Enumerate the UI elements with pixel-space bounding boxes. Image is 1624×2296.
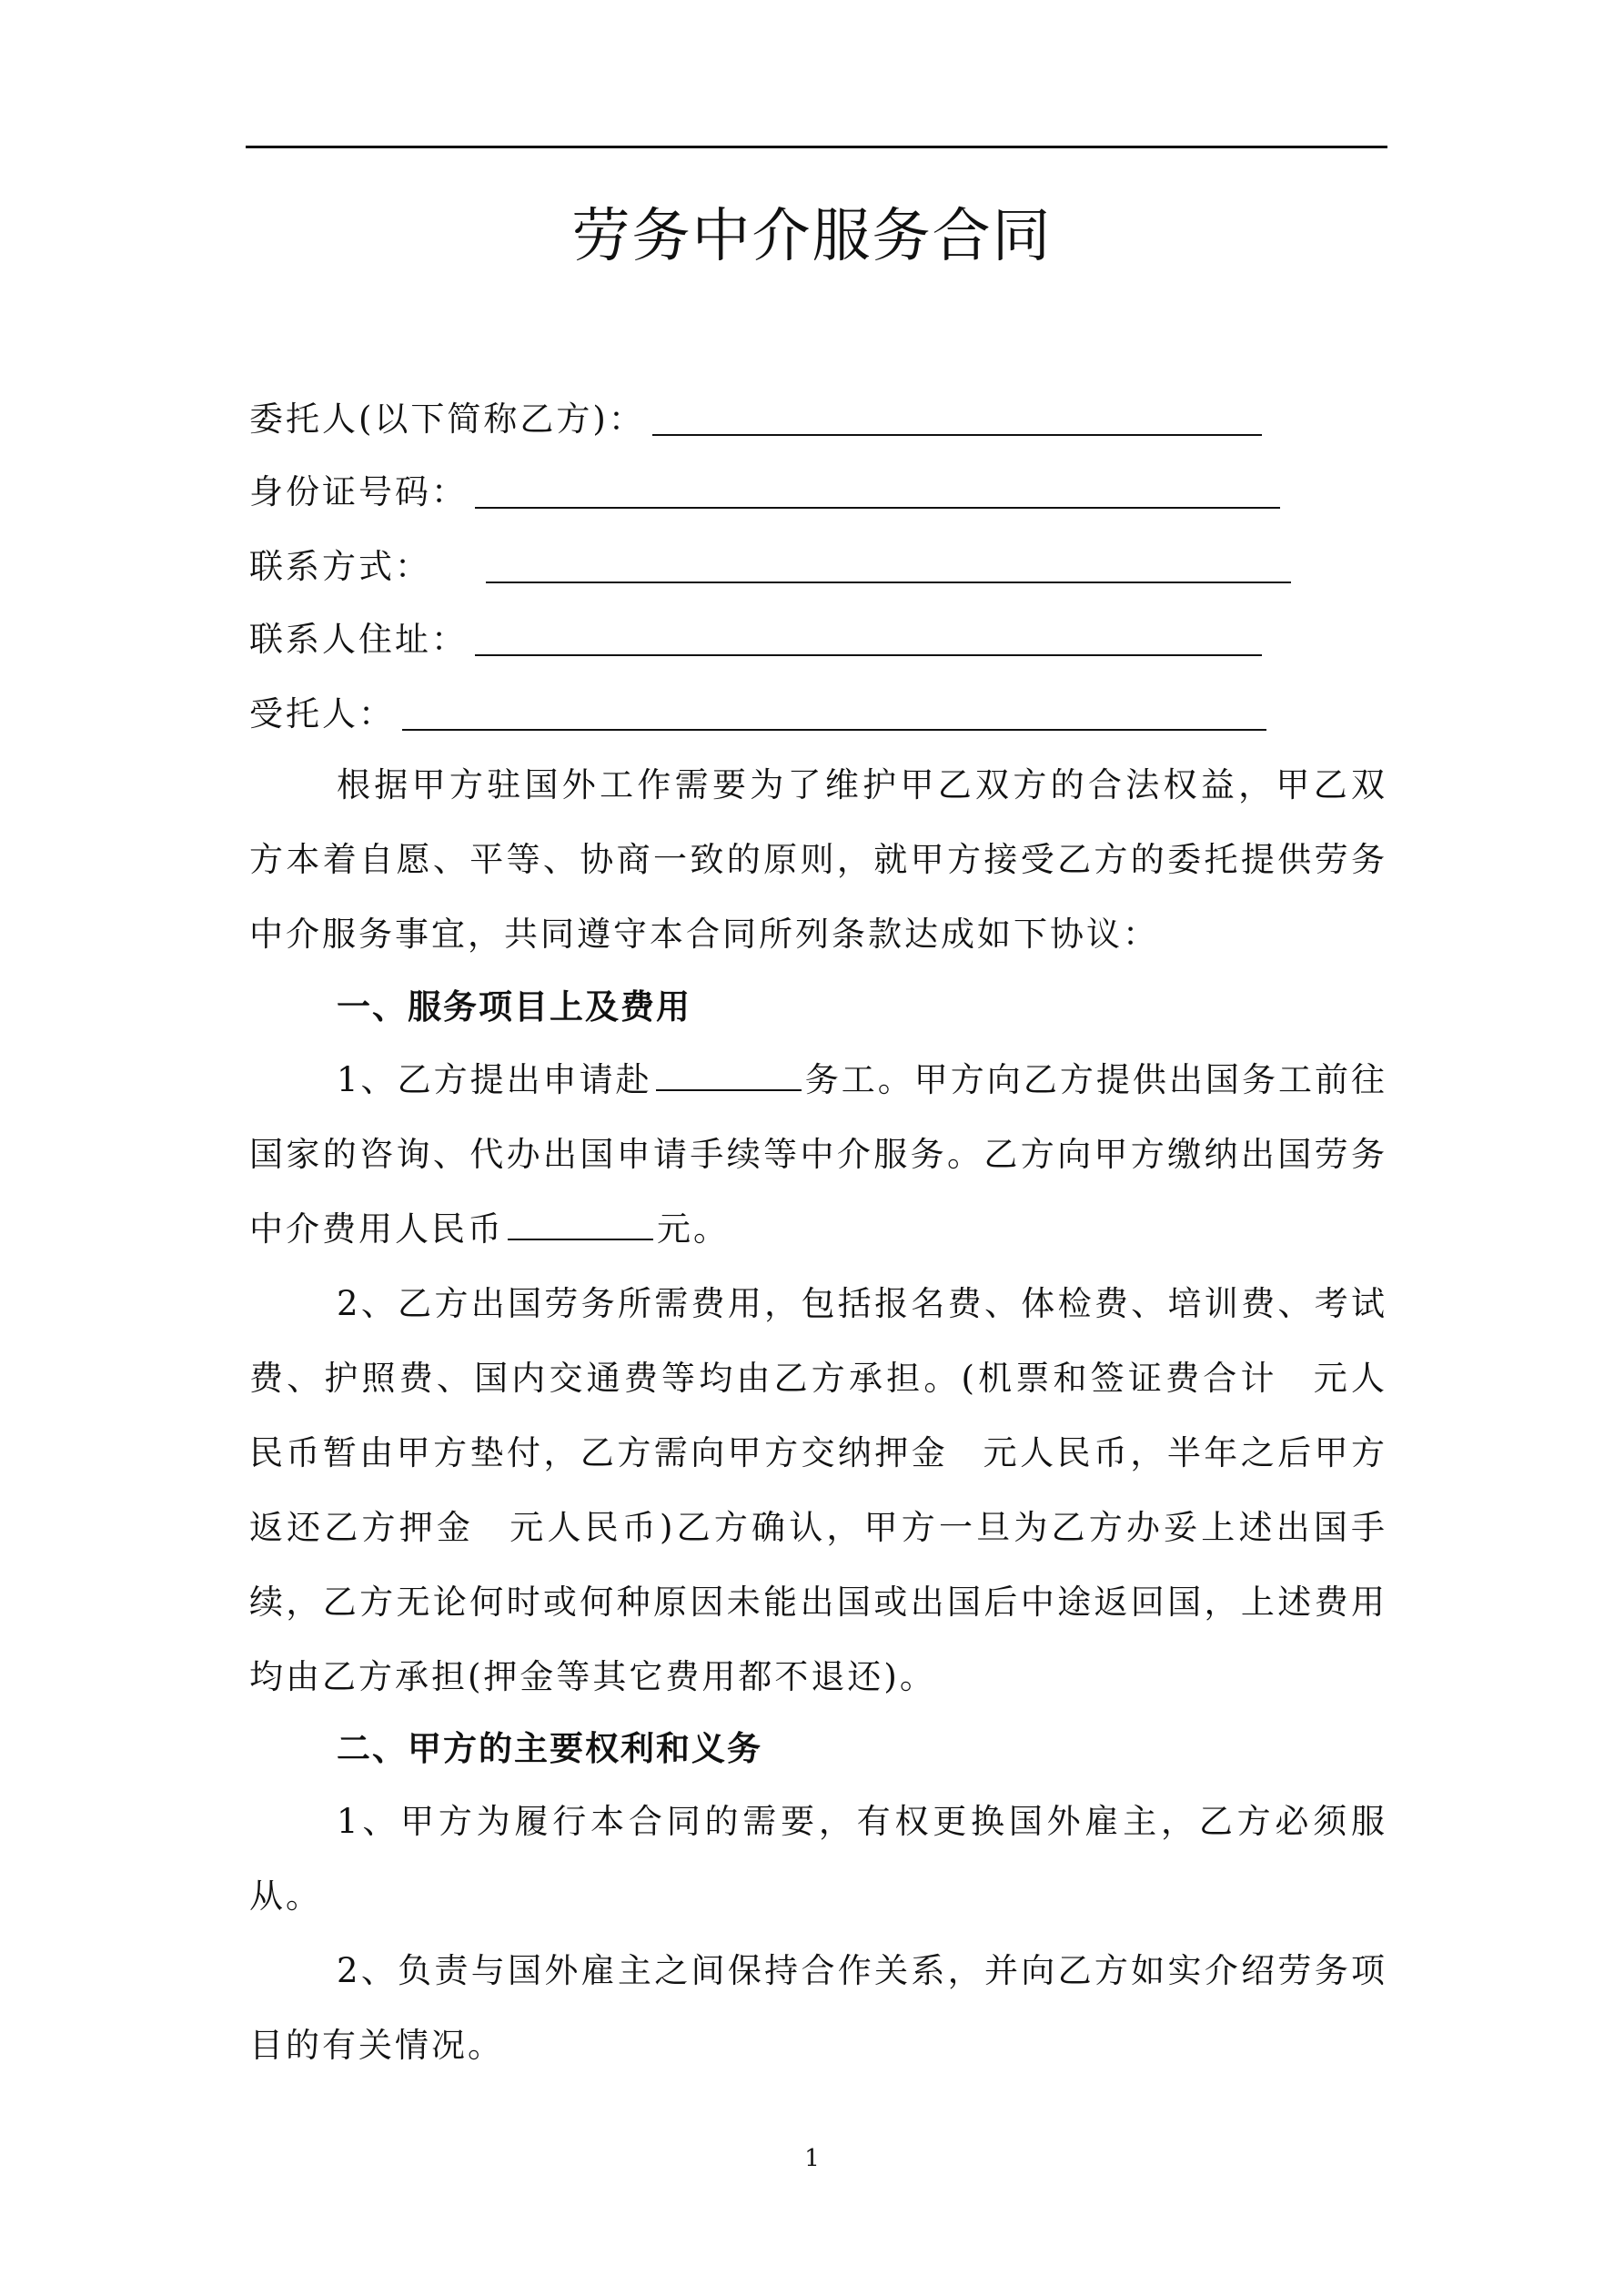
trustee-field xyxy=(249,683,1266,746)
clause-text: 元。 xyxy=(657,1209,730,1249)
fill-in-line xyxy=(652,434,1262,436)
clause-text: 1、乙方提出申请赴 xyxy=(337,1060,652,1099)
field-label: 联系人住址： xyxy=(249,620,468,659)
clause-text: 元人民币)乙方确认，甲方一旦为乙方办妥上述出国手续，乙方无论何时或何种原因未能出国或出国后中途返回国，上述费用均由乙方承担(押金等其它费用都不退还)。 xyxy=(249,1508,1388,1696)
contact-address-field xyxy=(249,608,1262,672)
clause-text: 2、乙方出国劳务所需费用，包括报名费、体检费、培训费、考试费、护照费、国内交通费等均由乙方承担。(机票和签证费合计 xyxy=(249,1284,1387,1398)
fill-in-line xyxy=(486,582,1291,583)
fill-in-blank xyxy=(508,1239,653,1240)
clause-1-2 xyxy=(249,1267,1387,1714)
clause-text: 元人民币，半年之后甲方返还乙方押金 xyxy=(249,1433,1388,1547)
field-label: 联系方式： xyxy=(249,547,431,586)
field-label: 身份证号码： xyxy=(249,472,468,511)
page-number: 1 xyxy=(804,2145,820,2172)
clause-2-2: 2、负责与国外雇主之间保持合作关系，并向乙方如实介绍劳务项目的有关情况。 xyxy=(249,1951,1387,2065)
client-name-field xyxy=(249,388,1262,451)
fill-in-blank xyxy=(656,1089,802,1091)
document-title: 劳务中介服务合同 xyxy=(571,203,1053,270)
id-number-field xyxy=(249,460,1280,524)
contact-method-field xyxy=(249,535,1291,599)
clause-text: 务工。甲方向乙方提供出国务工前往国家的咨询、代办出国申请手续等中介服务。乙方向甲方缴纳出国劳务中介费用人民币 xyxy=(249,1060,1387,1249)
clause-1-1 xyxy=(249,1043,1387,1267)
header-rule xyxy=(246,146,1387,148)
fill-in-line xyxy=(475,507,1280,509)
field-label: 受托人： xyxy=(249,694,395,733)
clause-2-1: 1、甲方为履行本合同的需要，有权更换国外雇主，乙方必须服从。 xyxy=(249,1802,1387,1916)
clause-text: 元人民币暂由甲方垫付，乙方需向甲方交纳押金 xyxy=(249,1359,1387,1472)
fill-in-line xyxy=(402,729,1266,731)
section-heading-services: 一、服务项目上及费用 xyxy=(337,987,691,1027)
intro-paragraph: 根据甲方驻国外工作需要为了维护甲乙双方的合法权益，甲乙双方本着自愿、平等、协商一致的原则，就甲方接受乙方的委托提供劳务中介服务事宜，共同遵守本合同所列条款达成如下协议： xyxy=(249,765,1387,954)
fill-in-line xyxy=(475,654,1262,656)
section-heading-party-a: 二、甲方的主要权利和义务 xyxy=(337,1729,762,1768)
field-label: 委托人(以下简称乙方)： xyxy=(249,400,645,439)
